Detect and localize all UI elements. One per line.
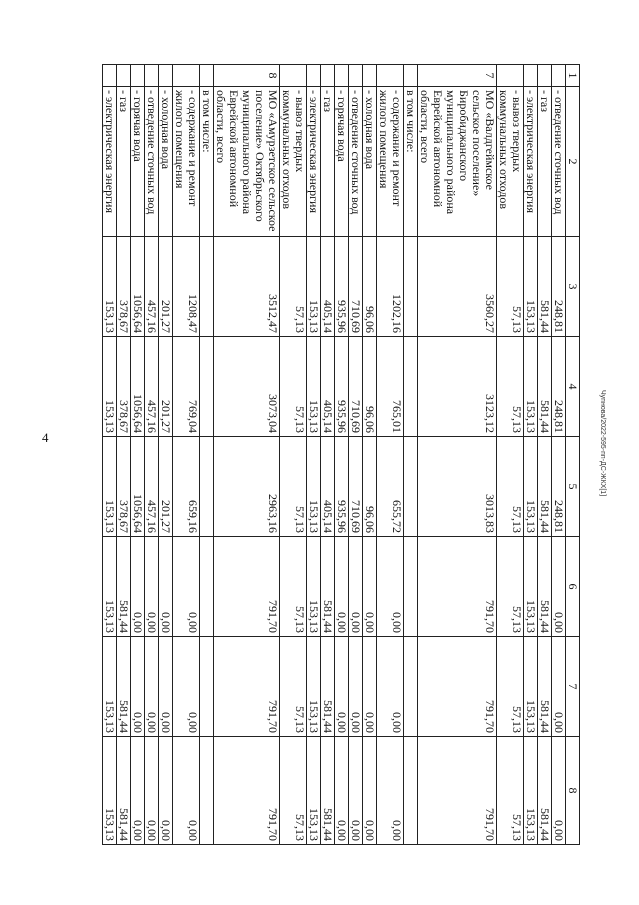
value-cell: 96,06 [363, 237, 377, 337]
value-cell: 581,44 [538, 337, 552, 437]
row-number-cell [524, 65, 538, 87]
value-cell: 153,13 [307, 337, 321, 437]
value-cell: 153,13 [307, 437, 321, 537]
value-cell: 96,06 [363, 337, 377, 437]
table-row [418, 65, 497, 845]
value-cell [404, 637, 418, 737]
value-cell: 581,44 [538, 637, 552, 737]
row-number-cell [552, 65, 566, 87]
value-cell: 96,06 [363, 437, 377, 537]
item-name-cell: - холодная вода [159, 87, 173, 237]
item-name-cell: - содержание и ремонт жилого помещения [377, 87, 404, 237]
table-row [524, 65, 538, 845]
value-cell: 659,16 [173, 437, 200, 537]
row-number-cell [200, 65, 214, 87]
value-cell: 153,13 [307, 637, 321, 737]
table-row [280, 65, 307, 845]
col-header: 7 [566, 637, 580, 737]
row-number-cell [117, 65, 131, 87]
value-cell: 791,70 [418, 737, 497, 845]
value-cell [404, 337, 418, 437]
row-number-cell [538, 65, 552, 87]
table-row [159, 65, 173, 845]
value-cell [200, 437, 214, 537]
value-cell: 57,13 [497, 637, 524, 737]
table-row [335, 65, 349, 845]
item-name-cell: - электрическая энергия [307, 87, 321, 237]
value-cell: 153,13 [524, 337, 538, 437]
item-name-cell: - холодная вода [363, 87, 377, 237]
value-cell: 791,70 [418, 637, 497, 737]
row-number-cell [377, 65, 404, 87]
table-row [538, 65, 552, 845]
table-row [321, 65, 335, 845]
row-number-cell [349, 65, 363, 87]
value-cell: 153,13 [103, 237, 117, 337]
value-cell: 201,27 [159, 237, 173, 337]
value-cell: 153,13 [524, 737, 538, 845]
item-name-cell: - электрическая энергия [524, 87, 538, 237]
value-cell: 791,70 [214, 737, 280, 845]
value-cell: 57,13 [280, 637, 307, 737]
table-row [214, 65, 280, 845]
col-header: 4 [566, 337, 580, 437]
value-cell: 153,13 [524, 237, 538, 337]
row-number-cell [404, 65, 418, 87]
table-row [363, 65, 377, 845]
value-cell: 0,00 [349, 537, 363, 637]
value-cell: 0,00 [377, 537, 404, 637]
value-cell: 0,00 [377, 637, 404, 737]
value-cell: 0,00 [159, 637, 173, 737]
value-cell [200, 737, 214, 845]
row-number-cell [307, 65, 321, 87]
value-cell [200, 637, 214, 737]
value-cell [404, 537, 418, 637]
item-name-cell: - газ [117, 87, 131, 237]
value-cell [200, 537, 214, 637]
value-cell: 201,27 [159, 437, 173, 537]
value-cell: 153,13 [103, 437, 117, 537]
value-cell: 0,00 [363, 537, 377, 637]
value-cell: 0,00 [173, 537, 200, 637]
value-cell: 581,44 [538, 437, 552, 537]
item-name-cell: - горячая вода [335, 87, 349, 237]
rotated-table-container [80, 64, 580, 844]
value-cell: 57,13 [497, 437, 524, 537]
value-cell: 581,44 [117, 637, 131, 737]
value-cell: 3560,27 [418, 237, 497, 337]
value-cell: 710,69 [349, 237, 363, 337]
item-name-cell: - вывоз твердых коммунальных отходов [280, 87, 307, 237]
value-cell: 57,13 [497, 237, 524, 337]
value-cell: 3512,47 [214, 237, 280, 337]
item-name-cell: МО «Валдгеймское сельское поселение» Биробиджанского муниципального района Еврейской автономной области, всего [418, 87, 497, 237]
table-row [145, 65, 159, 845]
tariff-table [102, 64, 580, 845]
value-cell: 0,00 [377, 737, 404, 845]
value-cell: 0,00 [131, 637, 145, 737]
value-cell: 581,44 [538, 237, 552, 337]
value-cell [404, 437, 418, 537]
row-number-cell [280, 65, 307, 87]
row-number-cell [145, 65, 159, 87]
value-cell: 0,00 [552, 637, 566, 737]
table-row [131, 65, 145, 845]
col-header: 5 [566, 437, 580, 537]
table-row [497, 65, 524, 845]
table-row [103, 65, 117, 845]
value-cell: 0,00 [173, 637, 200, 737]
table-row [552, 65, 566, 845]
value-cell: 405,14 [321, 337, 335, 437]
value-cell: 405,14 [321, 437, 335, 537]
page-number: 4 [42, 430, 49, 445]
value-cell: 1056,64 [131, 437, 145, 537]
value-cell: 581,44 [538, 737, 552, 845]
value-cell: 655,72 [377, 437, 404, 537]
value-cell: 153,13 [103, 737, 117, 845]
footer-code: Чупнова/2022-595-пп-ДС-ЖКХ[1] [599, 390, 606, 497]
value-cell: 0,00 [335, 737, 349, 845]
value-cell: 57,13 [280, 337, 307, 437]
table-row [173, 65, 200, 845]
value-cell: 405,14 [321, 237, 335, 337]
value-cell: 765,01 [377, 337, 404, 437]
value-cell: 581,44 [321, 637, 335, 737]
row-number-cell [497, 65, 524, 87]
item-name-cell: - вывоз твердых коммунальных отходов [497, 87, 524, 237]
value-cell: 378,67 [117, 237, 131, 337]
value-cell: 581,44 [117, 737, 131, 845]
value-cell: 0,00 [335, 537, 349, 637]
value-cell: 581,44 [538, 537, 552, 637]
item-name-cell: - содержание и ремонт жилого помещения [173, 87, 200, 237]
table-row [117, 65, 131, 845]
item-name-cell: МО «Амурзетское сельское поселение» Октябрьского муниципального района Еврейской автономной области, всего [214, 87, 280, 237]
value-cell: 378,67 [117, 337, 131, 437]
value-cell: 57,13 [497, 737, 524, 845]
value-cell: 710,69 [349, 437, 363, 537]
table-row [404, 65, 418, 845]
value-cell: 769,04 [173, 337, 200, 437]
item-name-cell: в том числе: [200, 87, 214, 237]
value-cell: 57,13 [280, 237, 307, 337]
value-cell: 0,00 [349, 737, 363, 845]
item-name-cell: - горячая вода [131, 87, 145, 237]
value-cell: 791,70 [418, 537, 497, 637]
value-cell: 57,13 [280, 437, 307, 537]
value-cell: 3013,83 [418, 437, 497, 537]
value-cell [200, 337, 214, 437]
value-cell: 0,00 [131, 537, 145, 637]
col-header: 8 [566, 737, 580, 845]
row-number-cell: 8 [214, 65, 280, 87]
value-cell: 0,00 [335, 637, 349, 737]
row-number-cell: 7 [418, 65, 497, 87]
table-row [200, 65, 214, 845]
value-cell: 57,13 [280, 537, 307, 637]
item-name-cell: - электрическая энергия [103, 87, 117, 237]
value-cell: 0,00 [159, 537, 173, 637]
value-cell: 0,00 [363, 737, 377, 845]
col-header: 1 [566, 65, 580, 87]
table-row [377, 65, 404, 845]
value-cell: 153,13 [103, 637, 117, 737]
value-cell: 0,00 [131, 737, 145, 845]
header-row [566, 65, 580, 845]
value-cell [404, 237, 418, 337]
col-header: 2 [566, 87, 580, 237]
table-row [307, 65, 321, 845]
value-cell: 153,13 [307, 737, 321, 845]
row-number-cell [103, 65, 117, 87]
row-number-cell [335, 65, 349, 87]
value-cell: 57,13 [497, 537, 524, 637]
value-cell [200, 237, 214, 337]
value-cell: 57,13 [497, 337, 524, 437]
value-cell: 935,96 [335, 437, 349, 537]
value-cell: 791,70 [214, 537, 280, 637]
value-cell: 378,67 [117, 437, 131, 537]
col-header: 6 [566, 537, 580, 637]
row-number-cell [321, 65, 335, 87]
item-name-cell: - газ [538, 87, 552, 237]
value-cell: 248,81 [552, 237, 566, 337]
value-cell: 0,00 [159, 737, 173, 845]
value-cell [404, 737, 418, 845]
value-cell: 0,00 [173, 737, 200, 845]
value-cell: 935,96 [335, 237, 349, 337]
col-header: 3 [566, 237, 580, 337]
value-cell: 457,16 [145, 237, 159, 337]
row-number-cell [131, 65, 145, 87]
value-cell: 248,81 [552, 337, 566, 437]
value-cell: 791,70 [214, 637, 280, 737]
value-cell: 153,13 [524, 437, 538, 537]
value-cell: 1202,16 [377, 237, 404, 337]
value-cell: 457,16 [145, 337, 159, 437]
value-cell: 153,13 [307, 237, 321, 337]
row-number-cell [173, 65, 200, 87]
value-cell: 710,69 [349, 337, 363, 437]
value-cell: 3123,12 [418, 337, 497, 437]
value-cell: 1056,64 [131, 237, 145, 337]
value-cell: 581,44 [321, 537, 335, 637]
value-cell: 153,13 [103, 337, 117, 437]
row-number-cell [363, 65, 377, 87]
value-cell: 201,27 [159, 337, 173, 437]
item-name-cell: - отведение сточных вод [552, 87, 566, 237]
table-body [103, 65, 566, 845]
value-cell: 153,13 [524, 637, 538, 737]
value-cell: 0,00 [145, 537, 159, 637]
value-cell: 0,00 [552, 537, 566, 637]
value-cell: 2963,16 [214, 437, 280, 537]
value-cell: 153,13 [103, 537, 117, 637]
value-cell: 3073,04 [214, 337, 280, 437]
value-cell: 935,96 [335, 337, 349, 437]
value-cell: 0,00 [552, 737, 566, 845]
item-name-cell: в том числе: [404, 87, 418, 237]
value-cell: 153,13 [524, 537, 538, 637]
value-cell: 57,13 [280, 737, 307, 845]
value-cell: 457,16 [145, 437, 159, 537]
row-number-cell [159, 65, 173, 87]
value-cell: 0,00 [363, 637, 377, 737]
value-cell: 0,00 [349, 637, 363, 737]
item-name-cell: - газ [321, 87, 335, 237]
value-cell: 1208,47 [173, 237, 200, 337]
table-row [349, 65, 363, 845]
value-cell: 1056,64 [131, 337, 145, 437]
value-cell: 248,81 [552, 437, 566, 537]
value-cell: 581,44 [117, 537, 131, 637]
item-name-cell: - отведение сточных вод [349, 87, 363, 237]
value-cell: 0,00 [145, 637, 159, 737]
item-name-cell: - отведение сточных вод [145, 87, 159, 237]
value-cell: 581,44 [321, 737, 335, 845]
value-cell: 0,00 [145, 737, 159, 845]
value-cell: 153,13 [307, 537, 321, 637]
